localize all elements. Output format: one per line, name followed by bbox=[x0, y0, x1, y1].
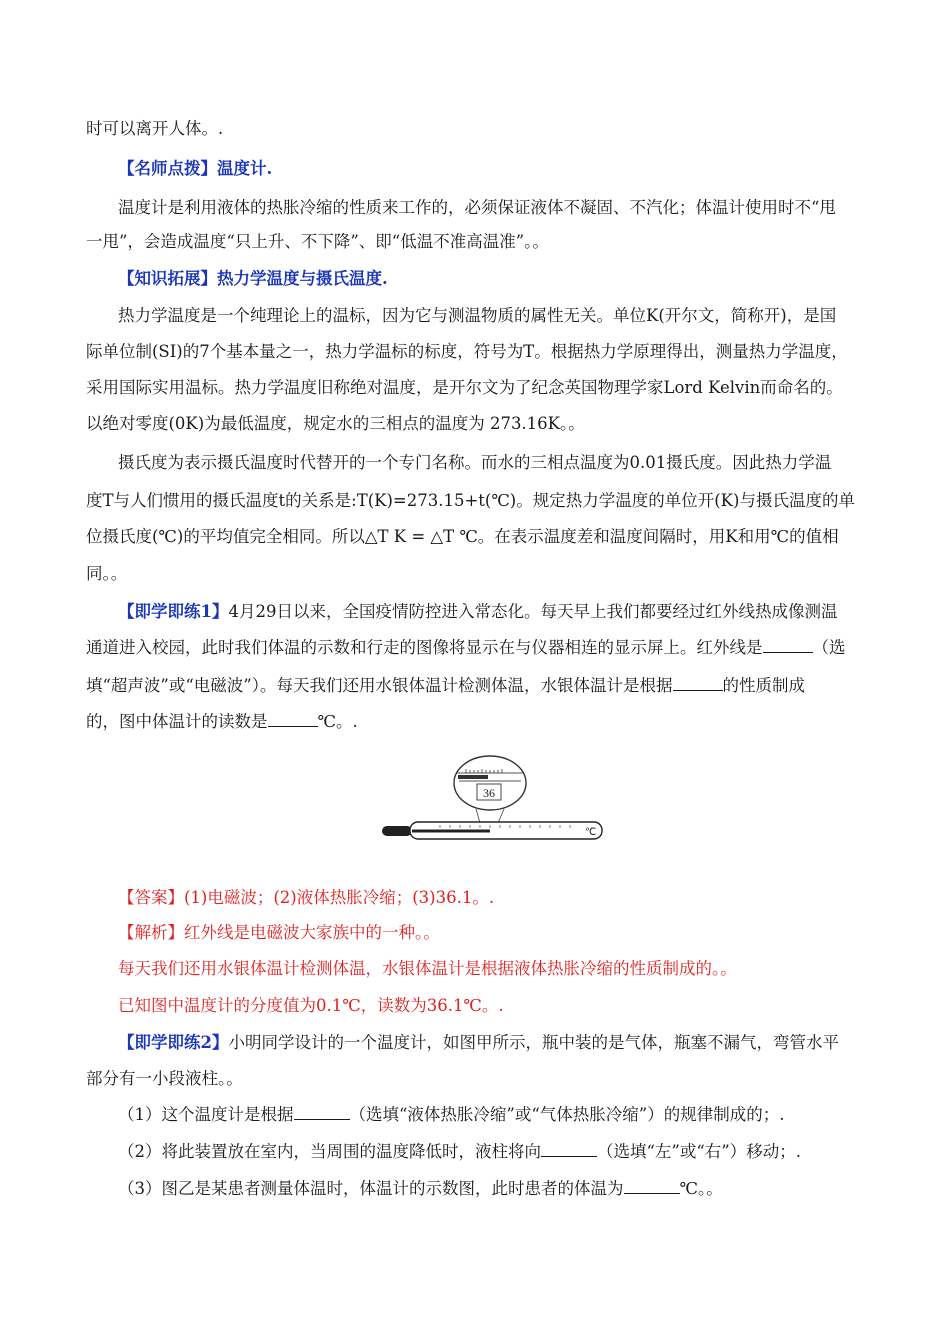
exercise-1-line bbox=[118, 601, 898, 623]
question-1 bbox=[118, 1104, 898, 1126]
exercise-1-text: （选 bbox=[812, 638, 846, 657]
paragraph-text: 位摄氏度(℃)的平均值完全相同。所以△T K = △T ℃。在表示温度差和温度间隔时，用K和用℃的值相 bbox=[86, 527, 839, 546]
answer-blank[interactable] bbox=[624, 1179, 680, 1194]
analysis-line: 每天我们还用水银体温计检测体温，水银体温计是根据液体热胀冷缩的性质制成的。。 bbox=[118, 959, 737, 978]
answer-line: 【答案】(1)电磁波；(2)液体热胀冷缩；(3)36.1。. bbox=[118, 888, 495, 907]
exercise-1-line bbox=[86, 637, 866, 659]
question-text: （3）图乙是某患者测量体温时，体温计的示数图，此时患者的体温为 bbox=[118, 1179, 624, 1198]
paragraph-text: 热力学温度是一个纯理论上的温标，因为它与测温物质的属性无关。单位K(开尔文，简称开)，是国 bbox=[118, 306, 837, 325]
answer-blank[interactable] bbox=[541, 1142, 597, 1157]
question-text: （2）将此装置放在室内，当周围的温度降低时，液柱将向 bbox=[118, 1142, 541, 1161]
exercise-1-heading: 【即学即练1】 bbox=[118, 602, 229, 621]
section-heading-extension: 【知识拓展】热力学温度与摄氏温度. bbox=[118, 269, 388, 288]
thermometer-figure bbox=[380, 755, 610, 850]
analysis-line: 已知图中温度计的分度值为0.1℃，读数为36.1℃。. bbox=[118, 996, 504, 1015]
magnifier-circle bbox=[454, 756, 526, 810]
exercise-1-text: ℃。. bbox=[317, 712, 358, 731]
answer-blank[interactable] bbox=[268, 712, 318, 727]
section-heading-tips: 【名师点拨】温度计. bbox=[118, 159, 273, 178]
exercise-1-text: 4月29日以来，全国疫情防控进入常态化。每天早上我们都要经过红外线热成像测温 bbox=[228, 602, 838, 621]
answer-blank[interactable] bbox=[763, 638, 813, 653]
exercise-1-text: 的，图中体温计的读数是 bbox=[86, 712, 268, 731]
question-3 bbox=[118, 1178, 898, 1200]
paragraph-text: 一甩”，会造成温度“只上升、不下降”、即“低温不准高温准”。。 bbox=[86, 232, 549, 251]
paragraph-text: 温度计是利用液体的热胀冷缩的性质来工作的，必须保证液体不凝固、不汽化；体温计使用时不“甩 bbox=[118, 198, 836, 217]
exercise-2-line bbox=[118, 1032, 898, 1054]
magnified-reading-label: 36 bbox=[483, 786, 495, 800]
exercise-1-text: 通道进入校园，此时我们体温的示数和行走的图像将显示在与仪器相连的显示屏上。红外线是 bbox=[86, 638, 763, 657]
exercise-2-text: 部分有一小段液柱。。 bbox=[86, 1069, 243, 1088]
question-text: （选填“液体热胀冷缩”或“气体热胀冷缩”）的规律制成的；. bbox=[349, 1105, 785, 1124]
exercise-1-line bbox=[86, 675, 866, 697]
exercise-1-text: 的性质制成 bbox=[722, 676, 805, 695]
question-2 bbox=[118, 1141, 898, 1163]
answer-blank[interactable] bbox=[673, 676, 723, 691]
paragraph-text: 际单位制(SI)的7个基本量之一，热力学温标的标度，符号为T。根据热力学原理得出，测量热力学温度， bbox=[86, 342, 848, 361]
exercise-2-text: 小明同学设计的一个温度计，如图甲所示，瓶中装的是气体，瓶塞不漏气，弯管水平 bbox=[228, 1033, 839, 1052]
exercise-2-heading: 【即学即练2】 bbox=[118, 1033, 229, 1052]
question-text: （选填“左”或“右”）移动；. bbox=[597, 1142, 801, 1161]
paragraph-text: 采用国际实用温标。热力学温度旧称绝对温度，是开尔文为了纪念英国物理学家Lord Kelvin而命名的。 bbox=[86, 378, 843, 397]
analysis-line: 【解析】红外线是电磁波大家族中的一种。。 bbox=[118, 923, 440, 942]
question-text: （1）这个温度计是根据 bbox=[118, 1105, 294, 1124]
paragraph-text: 时可以离开人体。. bbox=[86, 119, 224, 138]
exercise-1-line bbox=[86, 711, 866, 733]
paragraph-text: 度T与人们惯用的摄氏温度t的关系是:T(K)=273.15+t(℃)。规定热力学温度的单位开(K)与摄氏温度的单 bbox=[86, 491, 855, 510]
answer-blank[interactable] bbox=[294, 1105, 350, 1120]
unit-label: ℃ bbox=[585, 827, 597, 838]
paragraph-text: 同。。 bbox=[86, 564, 128, 583]
question-text: ℃。。 bbox=[679, 1179, 723, 1198]
magnified-mercury bbox=[458, 775, 488, 779]
paragraph-text: 以绝对零度(0K)为最低温度，规定水的三相点的温度为 273.16K。。 bbox=[86, 414, 585, 433]
exercise-1-text: 填“超声波”或“电磁波”）。每天我们还用水银体温计检测体温，水银体温计是根据 bbox=[86, 676, 673, 695]
paragraph-text: 摄氏度为表示摄氏温度时代替开的一个专门名称。而水的三相点温度为0.01摄氏度。因此热力学温 bbox=[118, 453, 832, 472]
thermometer-bulb bbox=[382, 826, 412, 836]
